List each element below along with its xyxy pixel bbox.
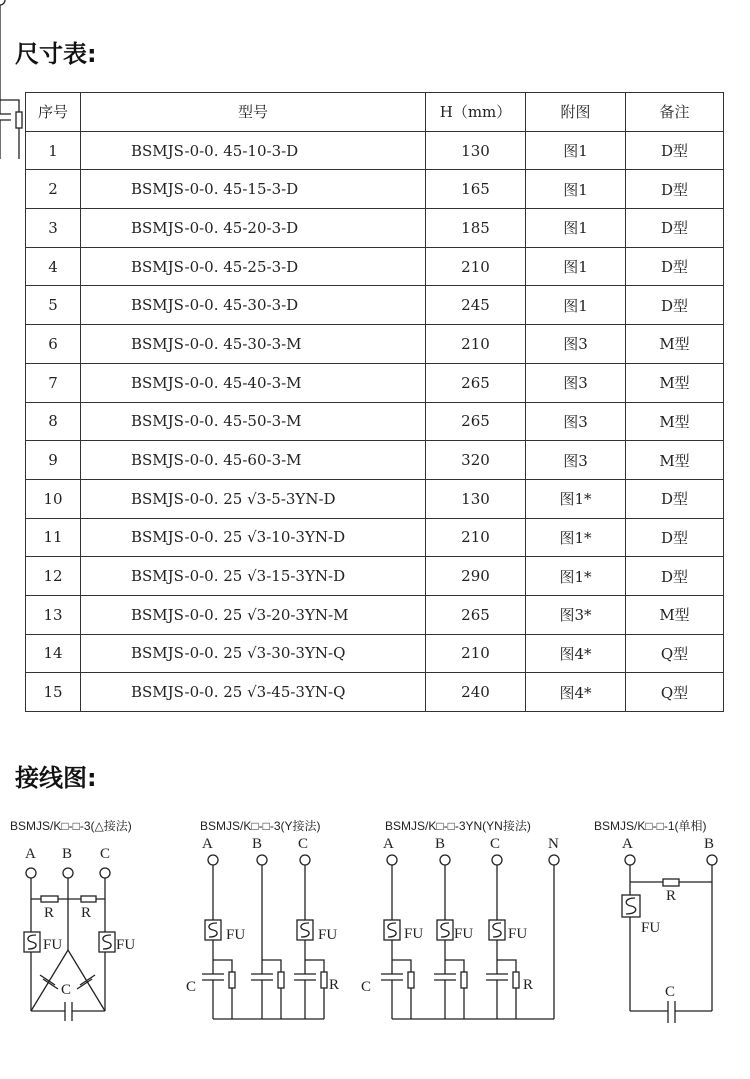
row-model: BSMJS-0-0. 45-15-3-D [81,170,426,209]
row-height: 245 [426,286,526,325]
terminal-label-a: A [622,836,633,852]
row-figure: 图3 [526,402,626,441]
fuse-icon [24,932,40,952]
row-figure: 图1* [526,557,626,596]
row-height: 240 [426,673,526,712]
resistor-label: R [523,977,534,993]
row-index: 6 [26,325,81,364]
fuse-icon [437,920,453,940]
terminal-label-b: B [435,836,446,852]
fuse-icon [384,920,400,940]
fuse-label: FU [116,937,136,953]
terminal-label-b: B [252,836,263,852]
terminal-label-a: A [383,836,394,852]
row-note: D型 [626,518,724,557]
row-figure: 图1 [526,247,626,286]
fuse-label: FU [454,926,474,942]
row-model: BSMJS-0-0. 45-20-3-D [81,209,426,248]
row-index: 12 [26,557,81,596]
row-model: BSMJS-0-0. 25 √3-5-3YN-D [81,479,426,518]
row-height: 210 [426,634,526,673]
row-figure: 图4* [526,634,626,673]
fuse-icon [205,920,221,940]
row-index: 10 [26,479,81,518]
row-figure: 图3* [526,595,626,634]
row-note: Q型 [626,673,724,712]
wiring-heading: 接线图: [15,764,97,792]
row-height: 320 [426,441,526,480]
size-table-heading: 尺寸表: [15,40,97,68]
capacitor-label: C [665,984,676,1000]
header-note: 备注 [626,93,724,132]
row-index: 9 [26,441,81,480]
row-note: D型 [626,479,724,518]
row-height: 210 [426,247,526,286]
row-height: 210 [426,518,526,557]
row-figure: 图3 [526,325,626,364]
fuse-label: FU [641,920,661,936]
row-height: 130 [426,131,526,170]
row-note: M型 [626,595,724,634]
row-height: 210 [426,325,526,364]
header-height: H（mm） [426,93,526,132]
diagram-title: BSMJS/K□-□-3YN(YN接法) [385,819,531,833]
row-height: 265 [426,363,526,402]
row-model: BSMJS-0-0. 25 √3-45-3YN-Q [81,673,426,712]
row-note: D型 [626,557,724,596]
resistor-label: R [44,905,55,921]
fuse-label: FU [404,926,424,942]
diagram-title: BSMJS/K□-□-1(单相) [594,819,707,833]
row-note: D型 [626,131,724,170]
resistor-label: R [329,977,340,993]
fuse-label: FU [318,927,338,943]
row-figure: 图1 [526,170,626,209]
fuse-icon [297,920,313,940]
capacitor-label: C [61,982,72,998]
row-model: BSMJS-0-0. 25 √3-15-3YN-D [81,557,426,596]
row-index: 4 [26,247,81,286]
row-model: BSMJS-0-0. 45-40-3-M [81,363,426,402]
terminal-label-b: B [704,836,715,852]
capacitor-label: C [186,979,197,995]
row-model: BSMJS-0-0. 45-30-3-M [81,325,426,364]
row-model: BSMJS-0-0. 45-25-3-D [81,247,426,286]
fuse-icon [489,920,505,940]
row-model: BSMJS-0-0. 45-60-3-M [81,441,426,480]
row-model: BSMJS-0-0. 45-30-3-D [81,286,426,325]
row-index: 1 [26,131,81,170]
terminal-label-c: C [298,836,309,852]
row-figure: 图1 [526,286,626,325]
row-height: 185 [426,209,526,248]
row-note: M型 [626,325,724,364]
row-index: 14 [26,634,81,673]
row-note: M型 [626,441,724,480]
diagram-title: BSMJS/K□-□-3(Y接法) [200,819,321,833]
row-note: D型 [626,170,724,209]
row-figure: 图1* [526,518,626,557]
row-index: 11 [26,518,81,557]
row-model: BSMJS-0-0. 45-10-3-D [81,131,426,170]
row-index: 15 [26,673,81,712]
row-index: 3 [26,209,81,248]
capacitor-label: C [361,979,372,995]
row-model: BSMJS-0-0. 25 √3-20-3YN-M [81,595,426,634]
row-figure: 图1 [526,131,626,170]
header-model: 型号 [81,93,426,132]
resistor-label: R [666,888,677,904]
diagram-y [0,0,339,1019]
row-figure: 图1 [526,209,626,248]
diagram-delta [10,818,135,1021]
row-index: 7 [26,363,81,402]
diagram-single-phase [594,818,717,1023]
row-height: 165 [426,170,526,209]
row-figure: 图1* [526,479,626,518]
row-note: M型 [626,402,724,441]
fuse-label: FU [43,937,63,953]
row-index: 2 [26,170,81,209]
header-figure: 附图 [526,93,626,132]
row-note: D型 [626,286,724,325]
fuse-label: FU [226,927,246,943]
row-index: 13 [26,595,81,634]
fuse-label: FU [508,926,528,942]
row-note: D型 [626,247,724,286]
terminal-label-b: B [62,846,73,862]
row-figure: 图3 [526,441,626,480]
terminal-label-c: C [100,846,111,862]
row-height: 130 [426,479,526,518]
fuse-icon [99,932,115,952]
row-note: Q型 [626,634,724,673]
row-note: M型 [626,363,724,402]
resistor-label: R [81,905,92,921]
terminal-label-c: C [490,836,501,852]
row-index: 5 [26,286,81,325]
row-model: BSMJS-0-0. 25 √3-10-3YN-D [81,518,426,557]
terminal-label-n: N [548,836,559,852]
row-note: D型 [626,209,724,248]
row-height: 265 [426,402,526,441]
row-figure: 图3 [526,363,626,402]
row-model: BSMJS-0-0. 25 √3-30-3YN-Q [81,634,426,673]
row-index: 8 [26,402,81,441]
diagram-yn [361,818,559,1019]
diagram-title: BSMJS/K□-□-3(△接法) [10,819,132,833]
terminal-label-a: A [25,846,36,862]
header-index: 序号 [26,93,81,132]
row-height: 290 [426,557,526,596]
row-height: 265 [426,595,526,634]
row-figure: 图4* [526,673,626,712]
row-model: BSMJS-0-0. 45-50-3-M [81,402,426,441]
terminal-label-a: A [202,836,213,852]
